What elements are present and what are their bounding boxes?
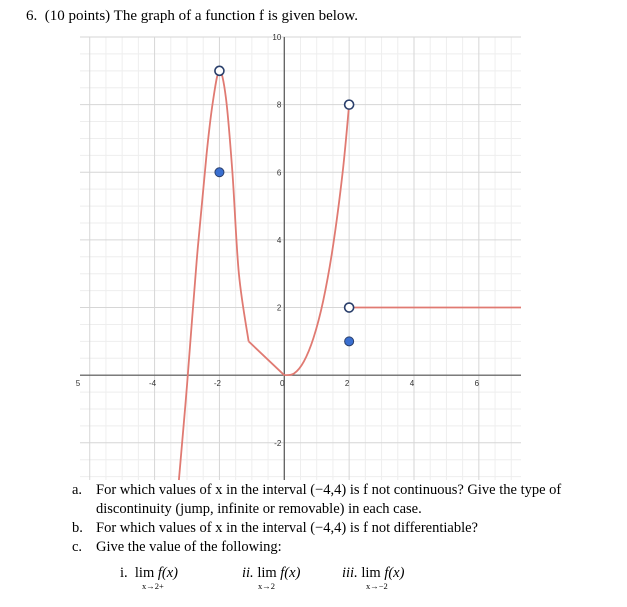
limit-i-numeral: i.: [120, 565, 128, 581]
open-point: [215, 66, 224, 75]
filled-point: [345, 337, 354, 346]
part-a-text: For which values of x in the interval (−4,4) is f not continuous? Give the type of discontinuity (jump, infinite or removable) in each case.: [96, 482, 562, 517]
x-tick-label: -2: [213, 379, 221, 389]
y-tick-label: 2: [276, 303, 282, 313]
limit-i-func: f(x): [157, 565, 178, 581]
limit-iii-numeral: iii.: [342, 565, 358, 581]
limit-iii: [342, 565, 405, 591]
limit-ii-func: f(x): [280, 565, 301, 581]
x-tick-label: 2: [344, 379, 350, 389]
part-c-marker: c.: [72, 539, 83, 555]
filled-point: [215, 168, 224, 177]
limit-ii-approach: x→2: [258, 581, 275, 591]
limit-i-lim: lim: [134, 565, 155, 581]
y-tick-label: -2: [274, 438, 282, 448]
open-point: [345, 303, 354, 312]
question-parts: [72, 481, 624, 557]
part-b: [72, 519, 624, 538]
y-tick-label: 6: [276, 168, 282, 178]
grid-minor: [80, 37, 521, 480]
x-tick-label: 6: [474, 379, 480, 389]
limit-iii-func: f(x): [384, 565, 405, 581]
x-edge-label: 5: [75, 379, 81, 389]
curves: [179, 71, 521, 480]
limit-ii-lim: lim: [257, 565, 277, 581]
y-tick-label: 4: [276, 235, 282, 245]
question-points: (10 points): [44, 8, 111, 24]
limit-ii: [242, 565, 301, 591]
part-a: [72, 481, 624, 519]
curve-segment-1: [179, 71, 249, 480]
limit-iii-approach: x→−2: [366, 581, 388, 591]
x-tick-label: -4: [149, 379, 157, 389]
x-tick-label: 4: [409, 379, 415, 389]
question-number: 6.: [26, 8, 38, 24]
limit-i-approach: x→2+: [142, 581, 164, 591]
open-point: [345, 100, 354, 109]
limit-i: [120, 565, 178, 591]
y-tick-label: 10: [272, 33, 282, 42]
part-c: [72, 538, 624, 557]
question-prompt: The graph of a function f is given below.: [113, 8, 359, 24]
y-tick-label: 8: [276, 100, 282, 110]
limit-ii-numeral: ii.: [242, 565, 254, 581]
limit-iii-lim: lim: [361, 565, 381, 581]
part-b-text: For which values of x in the interval (−4,4) is f not differentiable?: [96, 520, 478, 536]
x-tick-label: 0: [280, 379, 285, 389]
part-b-marker: b.: [72, 520, 83, 536]
part-a-marker: a.: [72, 482, 83, 498]
part-c-text: Give the value of the following:: [96, 539, 282, 555]
